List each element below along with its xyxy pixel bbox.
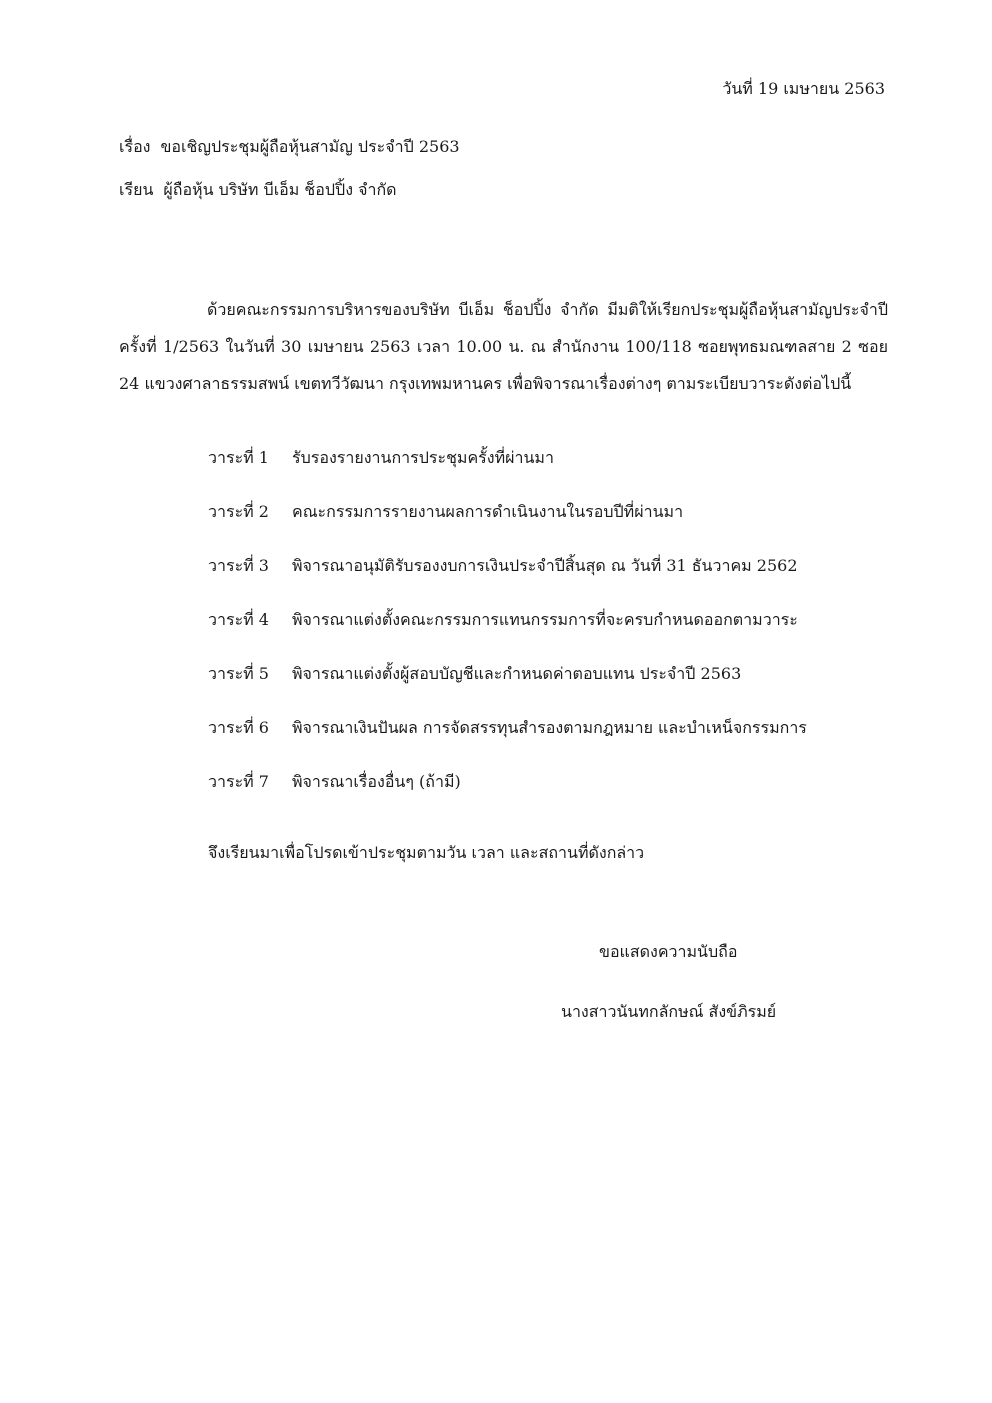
agenda-number: วาระที่ 6 bbox=[208, 718, 269, 737]
agenda-number: วาระที่ 1 bbox=[208, 448, 269, 467]
agenda-item bbox=[208, 718, 807, 737]
regards-line: ขอแสดงความนับถือ bbox=[599, 942, 738, 961]
agenda-item bbox=[208, 502, 683, 521]
agenda-item bbox=[208, 448, 554, 467]
body-paragraph: ด้วยคณะกรรมการบริหารของบริษัท บีเอ็ม ช็อปปิ้ง จำกัด มีมติให้เรียกประชุมผู้ถือหุ้นสามัญประจำปี ครั้งที่ 1/2563 ในวันที่ 30 เมษายน 2563 เวลา 10.00 น. ณ สำนักงาน 100/118 ซอยพุทธมณฑลสาย 2 ซอย 24 แขวงศาลาธรรมสพน์ เขตทวีวัฒนา กรุงเทพมหานคร เพื่อพิจารณาเรื่องต่างๆ ตามระเบียบวาระดังต่อไปนี้ bbox=[119, 300, 888, 393]
recipient-label: เรียน bbox=[119, 180, 154, 199]
closing-sentence: จึงเรียนมาเพื่อโปรดเข้าประชุมตามวัน เวลา และสถานที่ดังกล่าว bbox=[208, 843, 645, 862]
agenda-text: พิจารณาเรื่องอื่นๆ (ถ้ามี) bbox=[292, 772, 461, 791]
agenda-text: รับรองรายงานการประชุมครั้งที่ผ่านมา bbox=[292, 448, 554, 467]
agenda-text: พิจารณาแต่งตั้งคณะกรรมการแทนกรรมการที่จะครบกำหนดออกตามวาระ bbox=[292, 610, 798, 629]
subject-text: ขอเชิญประชุมผู้ถือหุ้นสามัญ ประจำปี 2563 bbox=[160, 137, 460, 156]
recipient-text: ผู้ถือหุ้น บริษัท บีเอ็ม ช็อปปิ้ง จำกัด bbox=[163, 180, 397, 199]
agenda-item bbox=[208, 556, 798, 575]
agenda-number: วาระที่ 4 bbox=[208, 610, 269, 629]
agenda-number: วาระที่ 5 bbox=[208, 664, 269, 683]
agenda-text: พิจารณาแต่งตั้งผู้สอบบัญชีและกำหนดค่าตอบแทน ประจำปี 2563 bbox=[292, 664, 742, 683]
agenda-number: วาระที่ 2 bbox=[208, 502, 269, 521]
agenda-item bbox=[208, 772, 461, 791]
agenda-number: วาระที่ 3 bbox=[208, 556, 269, 575]
subject-label: เรื่อง bbox=[119, 137, 151, 156]
signer-name: นางสาวนันทกลักษณ์ สังข์ภิรมย์ bbox=[561, 1002, 777, 1021]
letter-date: วันที่ 19 เมษายน 2563 bbox=[722, 79, 885, 98]
subject-line bbox=[119, 137, 460, 156]
agenda-number: วาระที่ 7 bbox=[208, 772, 269, 791]
recipient-line bbox=[119, 180, 397, 199]
agenda-text: คณะกรรมการรายงานผลการดำเนินงานในรอบปีที่ผ่านมา bbox=[292, 502, 684, 521]
agenda-text: พิจารณาอนุมัติรับรองงบการเงินประจำปีสิ้นสุด ณ วันที่ 31 ธันวาคม 2562 bbox=[292, 556, 798, 575]
agenda-text: พิจารณาเงินปันผล การจัดสรรทุนสำรองตามกฎหมาย และบำเหน็จกรรมการ bbox=[292, 718, 807, 737]
agenda-item bbox=[208, 610, 798, 629]
agenda-item bbox=[208, 664, 741, 683]
